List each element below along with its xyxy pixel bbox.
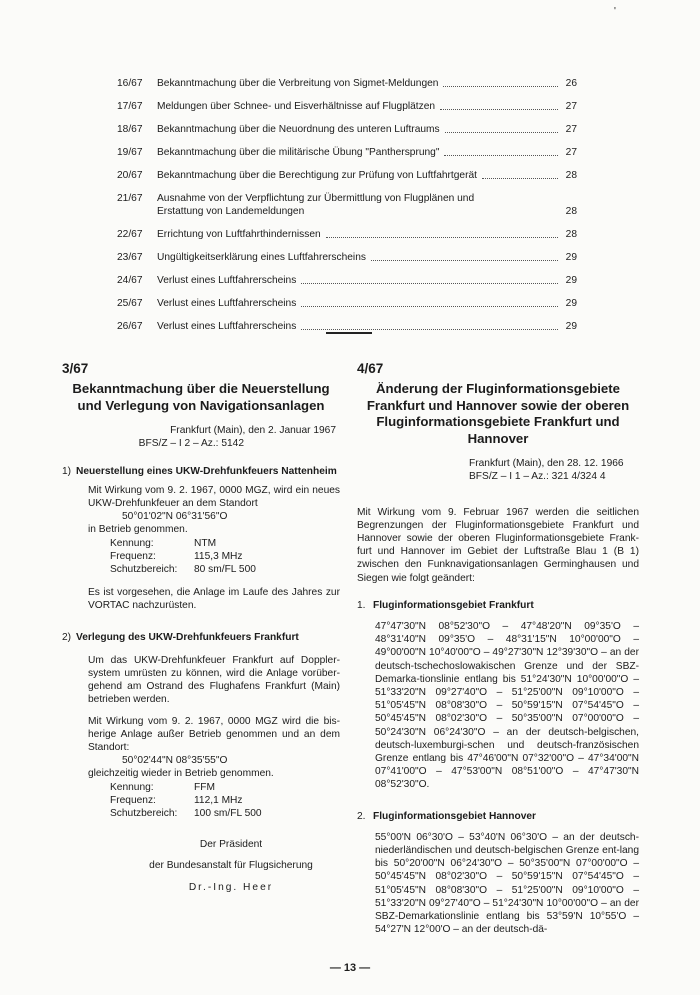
signature-authority: der Bundesanstalt für Flugsicherung: [149, 860, 313, 872]
station-details: [110, 781, 340, 821]
leader-dots: [301, 283, 558, 284]
toc-title: Verlust eines Luftfahrerscheins: [157, 321, 297, 332]
toc-row: [117, 77, 577, 90]
toc-number: 25/67: [117, 298, 143, 309]
corner-mark: ': [614, 6, 616, 17]
signature-name: Dr.-Ing. Heer: [188, 881, 274, 893]
section-title: Änderung der Fluginformationsgebiete Frankfurt und Hannover sowie der oberen Fluginformationsgebiete Frankfurt und Hannover: [366, 381, 630, 446]
section-title: Bekanntmachung über die Neuerstellung und Verlegung von Navigationsanlagen: [72, 381, 330, 413]
detail-label: Schutzbereich:: [110, 564, 178, 576]
detail-value: 115,3 MHz: [194, 550, 243, 562]
toc-row: [117, 297, 577, 310]
toc-page: 29: [565, 321, 577, 332]
toc-row: [117, 100, 577, 113]
subsection-heading: [62, 465, 340, 478]
subsection-title: Fluginformationsgebiet Frankfurt: [373, 599, 534, 611]
toc-row: [117, 228, 577, 241]
paragraph: Mit Wirkung vom 9. Februar 1967 werden die seitlichen Begrenzungen der Fluginformationsgebiete Frankfurt und Hannover sowie der oberen Fluginformationsgebiete Frank-furt und Hannover im Gebiet der Luftstraße Blau 1 (B 1) zwischen den Funknavigationsanlagen Germinghausen und Siegen wie folgt geändert:: [357, 506, 639, 584]
detail-label: Frequenz:: [110, 550, 156, 562]
detail-label: Kennung:: [110, 537, 154, 549]
boundary-description: 47°47'30"N 08°52'30"O – 47°48'20"N 09°35'O – 48°31'40"N 09°35'O – 48°31'15"N 10°00'00"O – 49°00'00"N 10°40'00"O – 49°27'30"N 12°39'30"O – an der deutsch-tschechoslowakischen Grenze und der SBZ-Demarka-tionslinie entlang bis 51°24'30"N 10°00'00"O – 51°33'20"N 09°27'40"O – 51°25'00"N 09°10'00"O – 51°05'45"N 08°08'30"O – 50°59'15"N 07°54'45"O – 50°45'45"N 08°02'30"O – 50°35'00"N 07°00'00"O – 50°24'30"N 06°24'30"O – an der deutsch-belgischen, deutsch-luxemburgi-schen und deutsch-französischen Grenze entlang bis 47°46'00"N 07°32'00"O – 47°34'00"N 07°41'00"O – 47°53'00"N 08°51'00"O – 47°47'30"N 08°52'30"O.: [375, 621, 639, 791]
leader-dots: [301, 306, 558, 307]
toc-page: 27: [565, 147, 577, 158]
detail-value: 80 sm/FL 500: [194, 564, 256, 576]
toc-title: Meldungen über Schnee- und Eisverhältnisse auf Flugplätzen: [157, 101, 436, 112]
section-number: 3/67: [62, 361, 89, 376]
subsection-heading: [357, 599, 639, 612]
toc-row: [117, 169, 577, 182]
toc-page: 29: [565, 298, 577, 309]
toc-number: 18/67: [117, 124, 143, 135]
toc-row: [117, 274, 577, 287]
subsection-title: Fluginformationsgebiet Hannover: [373, 810, 537, 822]
subsection-number: 2.: [357, 810, 366, 822]
toc-title: Errichtung von Luftfahrthindernissen: [157, 229, 321, 240]
leader-dots: [371, 260, 558, 261]
leader-dots: [482, 178, 558, 179]
toc-title: Bekanntmachung über die Berechtigung zur Prüfung von Luftfahrtgerät: [157, 170, 477, 181]
paragraph: Um das UKW-Drehfunkfeuer Frankfurt auf Doppler-system umrüsten zu können, wird die Anlage vorüber-gehend am Ostrand des Flughafens Frankfurt (Main) betrieben werden.: [88, 654, 340, 706]
toc-row: [117, 192, 577, 218]
toc-title: Verlust eines Luftfahrerscheins: [157, 298, 297, 309]
leader-dots: [326, 237, 558, 238]
page-number: — 13 —: [329, 962, 371, 974]
leader-dots: [444, 155, 558, 156]
signature-title: Der Präsident: [199, 839, 263, 851]
toc-row: [117, 146, 577, 159]
coordinates: 50°01'02"N 06°31'56"O: [122, 511, 228, 523]
right-column: [357, 362, 639, 937]
detail-value: NTM: [194, 537, 217, 549]
detail-label: Kennung:: [110, 781, 154, 793]
reference: BFS/Z – I 2 – Az.: 5142: [138, 438, 244, 450]
toc-row: [117, 251, 577, 264]
leader-dots: [445, 132, 558, 133]
toc-page: 29: [565, 252, 577, 263]
detail-label: Schutzbereich:: [110, 808, 178, 820]
station-details: [110, 537, 340, 577]
paragraph: Mit Wirkung vom 9. 2. 1967, 0000 MGZ wird die bis-herige Anlage außer Betrieb genommen und an dem Standort:: [88, 715, 340, 754]
subsection-number: 1.: [357, 599, 366, 611]
toc-number: 17/67: [117, 101, 143, 112]
section-number: 4/67: [357, 361, 384, 376]
toc-number: 21/67: [117, 193, 143, 204]
paragraph: gleichzeitig wieder in Betrieb genommen.: [88, 768, 274, 780]
dateline: Frankfurt (Main), den 2. Januar 1967: [170, 425, 336, 437]
toc-title: Bekanntmachung über die militärische Übung "Panthersprung": [157, 147, 440, 158]
subsection-number: 2): [62, 631, 72, 643]
table-of-contents: [117, 77, 577, 343]
toc-page: 27: [565, 124, 577, 135]
leader-dots: [440, 109, 558, 110]
paragraph: Es ist vorgesehen, die Anlage im Laufe des Jahres zur VORTAC nachzurüsten.: [88, 587, 340, 612]
leader-dots: [301, 329, 558, 330]
subsection-number: 1): [62, 465, 72, 477]
coordinates: 50°02'44"N 08°35'55"O: [122, 755, 228, 767]
toc-page: 28: [565, 206, 577, 217]
toc-title: Bekanntmachung über die Verbreitung von Sigmet-Meldungen: [157, 78, 439, 89]
subsection-heading: [357, 810, 639, 823]
toc-page: 28: [565, 229, 577, 240]
section-divider: [326, 332, 372, 334]
dateline: Frankfurt (Main), den 28. 12. 1966: [469, 458, 624, 470]
paragraph: Mit Wirkung vom 9. 2. 1967, 0000 MGZ, wird ein neues UKW-Drehfunkfeuer an dem Standort: [88, 484, 340, 510]
toc-number: 20/67: [117, 170, 143, 181]
toc-title: Ungültigkeitserklärung eines Luftfahrerscheins: [157, 252, 366, 263]
subsection-heading: [62, 631, 340, 644]
paragraph: in Betrieb genommen.: [88, 524, 188, 536]
toc-number: 22/67: [117, 229, 143, 240]
subsection-title: Verlegung des UKW-Drehfunkfeuers Frankfurt: [76, 631, 299, 643]
toc-number: 26/67: [117, 321, 143, 332]
toc-page: 26: [565, 78, 577, 89]
boundary-description: 55°00'N 06°30'O – 53°40'N 06°30'O – an der deutsch-niederländischen und deutsch-belgischen Grenze ent-lang bis 50°20'00"N 06°24'30"O – 50°35'00"N 07°00'00"O – 50°45'45"N 08°02'30"O – 50°59'15"N 07°54'45"O – 51°05'45"N 08°08'30"O – 51°25'00"N 09°10'00"O – 51°33'20"N 09°27'40"O – 51°24'30"N 10°00'00"O – an der SBZ-Demarkationslinie entlang bis 53°59'N 10°55'O – 54°27'N 12°00'O – an der deutsch-dä-: [375, 831, 639, 936]
toc-number: 19/67: [117, 147, 143, 158]
leader-dots: [443, 86, 558, 87]
subsection-title: Neuerstellung eines UKW-Drehfunkfeuers Nattenheim: [76, 465, 337, 477]
toc-page: 27: [565, 101, 577, 112]
left-column: [62, 362, 340, 894]
toc-number: 23/67: [117, 252, 143, 263]
toc-page: 29: [565, 275, 577, 286]
toc-page: 28: [565, 170, 577, 181]
toc-title: Verlust eines Luftfahrerscheins: [157, 275, 297, 286]
toc-title: Ausnahme von der Verpflichtung zur Übermittlung von Flugplänen und Erstattung von Landemeldungen: [157, 193, 475, 217]
toc-number: 24/67: [117, 275, 143, 286]
toc-row: [117, 123, 577, 136]
detail-value: 100 sm/FL 500: [194, 808, 262, 820]
toc-title: Bekanntmachung über die Neuordnung des unteren Luftraums: [157, 124, 440, 135]
detail-label: Frequenz:: [110, 794, 156, 806]
reference: BFS/Z – I 1 – Az.: 321 4/324 4: [469, 471, 606, 483]
detail-value: 112,1 MHz: [194, 794, 243, 806]
toc-number: 16/67: [117, 78, 143, 89]
detail-value: FFM: [194, 781, 215, 793]
